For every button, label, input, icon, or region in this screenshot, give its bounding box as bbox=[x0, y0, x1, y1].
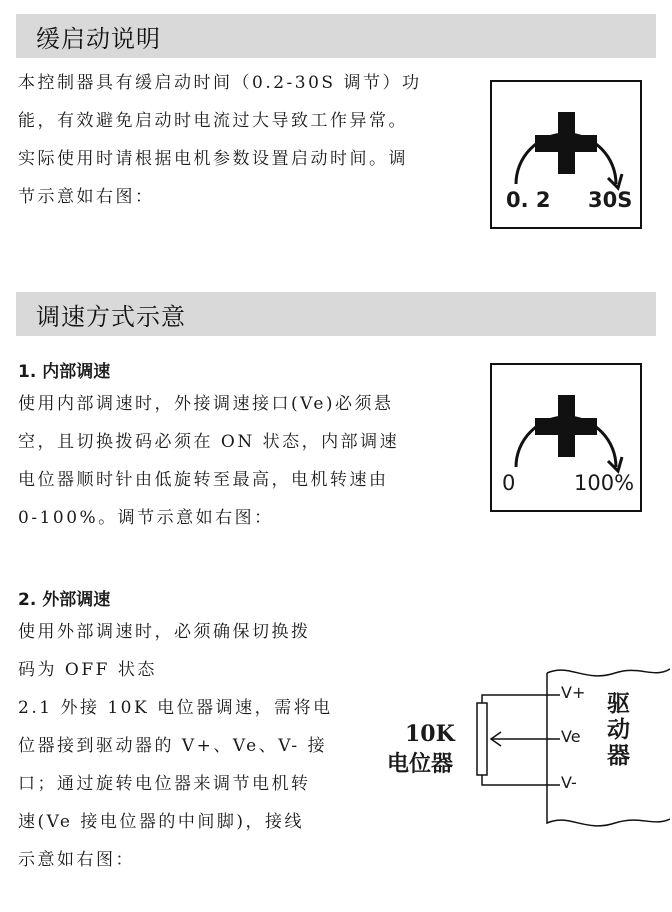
wire-vminus bbox=[482, 775, 560, 785]
knob-min-label: 0. 2 bbox=[506, 188, 551, 212]
driver-label bbox=[607, 691, 630, 769]
pot-value-label: 10K bbox=[405, 721, 455, 747]
internal-speed-description bbox=[18, 385, 399, 537]
potentiometer-resistor bbox=[477, 703, 487, 775]
section-title: 缓启动说明 bbox=[36, 25, 161, 53]
external-speed-description bbox=[18, 613, 333, 879]
knob-max-label: 30S bbox=[588, 188, 633, 212]
text-line: 示意如右图： bbox=[18, 850, 135, 870]
text-line: 码为 OFF 状态 bbox=[18, 660, 157, 680]
text-line: 使用外部调速时，必须确保切换拨 bbox=[18, 622, 311, 642]
text-line: 节示意如右图： bbox=[18, 187, 155, 207]
knob-min-label: 0 bbox=[502, 471, 516, 495]
text-line: 口；通过旋转电位器来调节电机转 bbox=[18, 774, 311, 794]
driver-label-char: 驱 bbox=[607, 691, 630, 717]
knob-max-label: 100% bbox=[574, 471, 635, 495]
section-title: 调速方式示意 bbox=[36, 303, 186, 331]
text-line: 使用内部调速时，外接调速接口(Ve)必须悬 bbox=[18, 394, 394, 414]
pot-name-label: 电位器 bbox=[387, 752, 454, 777]
section-header-soft-start bbox=[16, 14, 656, 58]
text-line: 位器接到驱动器的 V+、Ve、V- 接 bbox=[18, 736, 328, 756]
pin-vminus-label: V- bbox=[561, 773, 577, 792]
text-line: 电位器顺时针由低旋转至最高，电机转速由 bbox=[18, 470, 389, 490]
internal-speed-heading: 1. 内部调速 bbox=[18, 362, 111, 382]
pin-vplus-label: V+ bbox=[561, 683, 586, 702]
pin-ve-label: Ve bbox=[561, 727, 581, 746]
text-line: 2.1 外接 10K 电位器调速，需将电 bbox=[18, 698, 333, 718]
wire-vplus bbox=[482, 695, 560, 703]
soft-start-description bbox=[18, 64, 421, 216]
text-line: 实际使用时请根据电机参数设置启动时间。调 bbox=[18, 149, 408, 169]
external-speed-heading: 2. 外部调速 bbox=[18, 590, 111, 610]
section-header-speed-control bbox=[16, 292, 656, 336]
text-line: 0-100%。调节示意如右图： bbox=[18, 508, 274, 528]
soft-start-knob-figure bbox=[490, 80, 642, 229]
text-line: 空，且切换拨码必须在 ON 状态，内部调速 bbox=[18, 432, 400, 452]
internal-speed-knob-figure bbox=[490, 363, 642, 512]
text-line: 能，有效避免启动时电流过大导致工作异常。 bbox=[18, 111, 408, 131]
driver-label-char: 器 bbox=[607, 743, 630, 769]
text-line: 速(Ve 接电位器的中间脚)，接线 bbox=[18, 812, 304, 832]
potentiometer-wiring-diagram bbox=[385, 655, 670, 830]
text-line: 本控制器具有缓启动时间（0.2-30S 调节）功 bbox=[18, 73, 422, 93]
driver-label-char: 动 bbox=[607, 717, 630, 743]
